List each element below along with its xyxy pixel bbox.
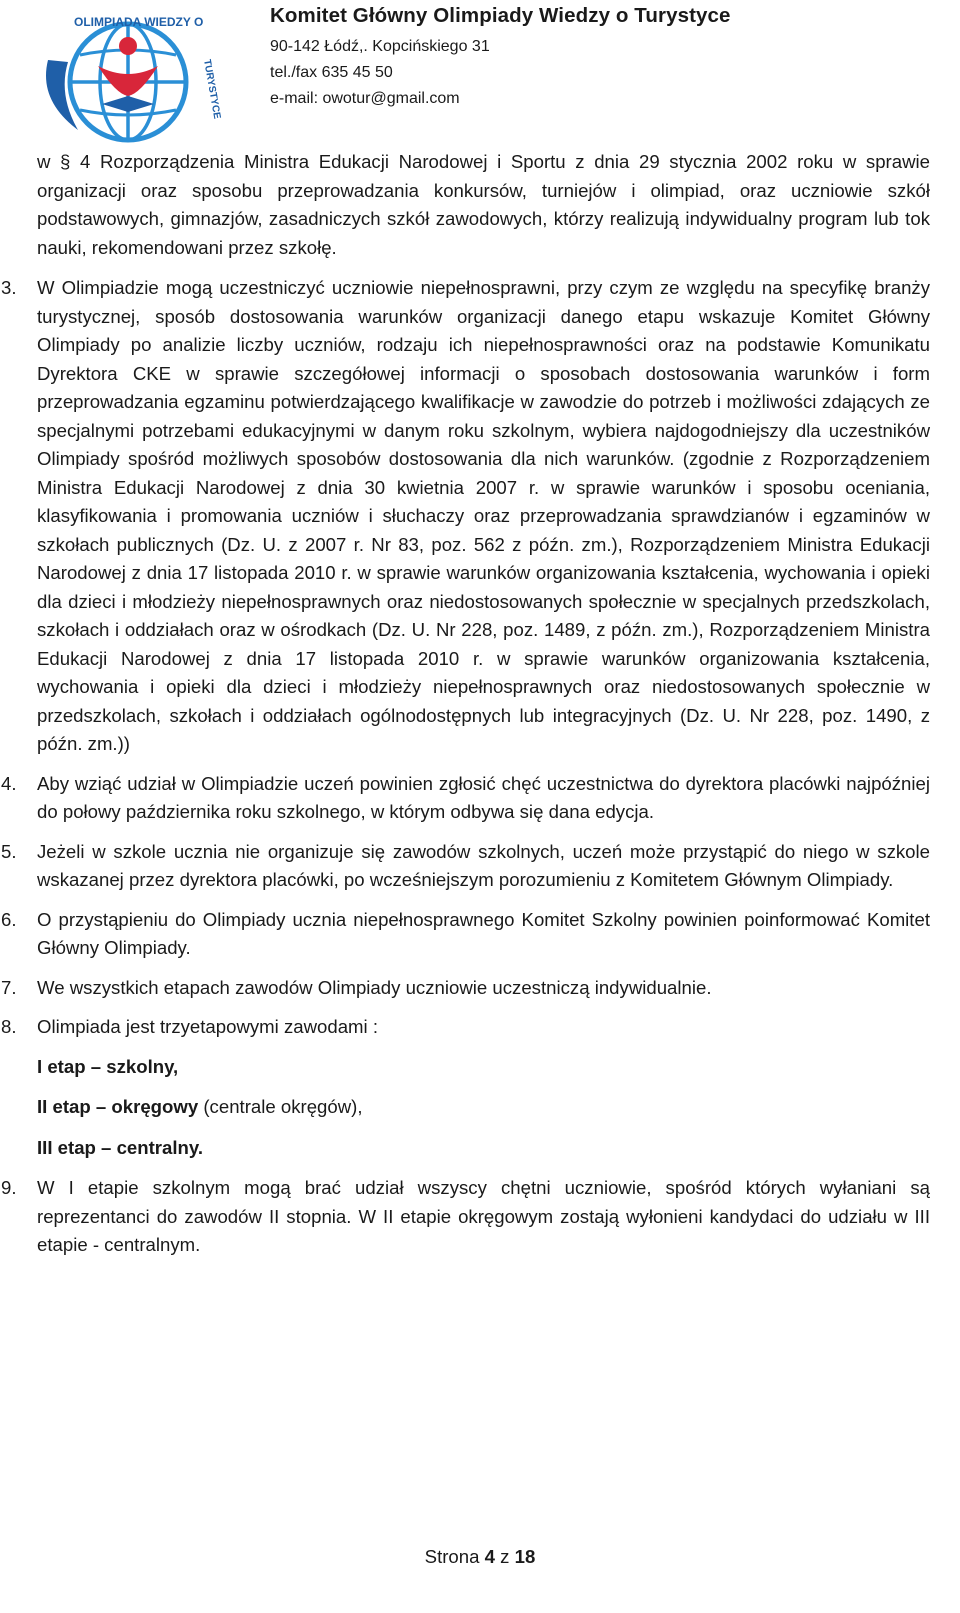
- list-item-text: We wszystkich etapach zawodów Olimpiady uczniowie uczestniczą indywidualnie.: [37, 976, 712, 998]
- list-item-number: 7.: [1, 976, 17, 998]
- list-item-9: [1, 1174, 930, 1260]
- list-item-text: W Olimpiadzie mogą uczestniczyć uczniowie niepełnosprawni, przy czym ze względu na specyfikę branży turystycznej, sposób dostosowania warunków organizacji danego etapu wskazuje Komitet Główny Olimpiady po analizie liczby uczniów, rodzaju ich niepełnosprawności oraz na podstawie Komunikatu Dyrektora CKE w sprawie szczegółowej informacji o sposobach dostosowania warunków i form przeprowadzania egzaminu potwierdzającego kwalifikacje w zawodzie do potrzeb i możliwości zdających ze specjalnymi potrzebami edukacyjnymi w danym roku szkolnym, wybiera najdogodniejszy dla uczestników Olimpiady spośród możliwych sposobów dostosowania dla nich warunków. (zgodnie z Rozporządzeniem Ministra Edukacji Narodowej z dnia 30 kwietnia 2007 r. w sprawie warunków i sposobu oceniania, klasyfikowania i promowania uczniów i słuchaczy oraz przeprowadzania sprawdzianów i egzaminów w szkołach publicznych (Dz. U. z 2007 r. Nr 83, poz. 562 z późn. zm.), Rozporządzeniem Ministra Edukacji Narodowej z dnia 17 listopada 2010 r. w sprawie warunków organizowania kształcenia, wychowania i opieki dla dzieci i młodzieży niepełnosprawnych oraz niedostosowanych społecznie w specjalnych przedszkolach, szkołach i oddziałach oraz w ośrodkach (Dz. U. Nr 228, poz. 1489, z późn. zm.), Rozporządzeniem Ministra Edukacji Narodowej z dnia 17 listopada 2010 r. w sprawie warunków organizowania kształcenia, wychowania i opieki dla dzieci i młodzieży niepełnosprawnych oraz niedostosowanych społecznie w przedszkolach, szkołach i oddziałach ogólnodostępnych lub integracyjnych (Dz. U. Nr 228, poz. 1490, z późn. zm.)): [37, 277, 930, 754]
- list-item-text: Olimpiada jest trzyetapowymi zawodami :: [37, 1016, 379, 1037]
- list-item-number: 3.: [1, 277, 17, 298]
- letterhead: [22, 0, 942, 150]
- olympiad-logo: [28, 0, 228, 150]
- list-item-number: 9.: [1, 1177, 17, 1198]
- stage-note: (centrale okręgów),: [198, 1096, 363, 1117]
- list-item-4: [1, 770, 930, 827]
- page-label: Strona: [424, 1546, 480, 1567]
- page-separator: z: [500, 1546, 510, 1567]
- stage-district: [37, 1093, 930, 1122]
- list-item-text: O przystąpieniu do Olimpiady ucznia niepełnosprawnego Komitet Szkolny powinien poinformować Komitet Główny Olimpiady.: [37, 908, 930, 958]
- stage-label: I etap – szkolny,: [37, 1055, 179, 1077]
- current-page-number: 4: [484, 1546, 495, 1567]
- stage-school: [37, 1053, 930, 1082]
- organization-name: Komitet Główny Olimpiady Wiedzy o Turystyce: [270, 4, 731, 27]
- list-item-number: 6.: [1, 908, 17, 930]
- organization-info: [270, 4, 731, 116]
- list-item-8: [1, 1013, 930, 1042]
- logo-text-top: OLIMPIADA WIEDZY O: [74, 15, 204, 29]
- list-item-text: Jeżeli w szkole ucznia nie organizuje się zawodów szkolnych, uczeń może przystąpić do niego w szkole wskazanej przez dyrektora placówki, po wcześniejszym porozumieniu z Komitetem Głównym Olimpiady.: [37, 840, 930, 890]
- page-footer: [0, 1546, 960, 1568]
- list-item-text: Aby wziąć udział w Olimpiadzie uczeń powinien zgłosić chęć uczestnictwa do dyrektora placówki najpóźniej do połowy października roku szkolnego, w którym odbywa się dana edycja.: [37, 772, 930, 822]
- list-item-6: [1, 906, 930, 963]
- total-pages: 18: [514, 1546, 536, 1567]
- stage-central: [37, 1134, 930, 1163]
- intro-paragraph: w § 4 Rozporządzenia Ministra Edukacji Narodowej i Sportu z dnia 29 stycznia 2002 roku w sprawie organizacji oraz sposobu przeprowadzania konkursów, turniejów i olimpiad, oraz uczniowie szkół podstawowych, gimnazjów, zasadniczych szkół zawodowych, którzy realizują indywidualny program lub tok nauki, rekomendowani przez szkołę.: [37, 151, 930, 258]
- stage-label: II etap – okręgowy: [37, 1096, 199, 1117]
- list-item-number: 4.: [1, 772, 17, 794]
- logo-text-side: TURYSTYCE: [201, 58, 223, 120]
- list-item-5: [1, 838, 930, 895]
- list-item-3: [1, 274, 930, 759]
- document-body: [1, 148, 930, 1271]
- stage-label: III etap – centralny.: [37, 1136, 204, 1158]
- organization-address: 90-142 Łódź,. Kopcińskiego 31: [270, 38, 490, 55]
- list-item-number: 8.: [1, 1016, 17, 1037]
- organization-phone: tel./fax 635 45 50: [270, 64, 393, 81]
- list-item-text: W I etapie szkolnym mogą brać udział wszyscy chętni uczniowie, spośród których wyłaniani są reprezentanci do zawodów II stopnia. W II etapie okręgowym zostają wyłonieni kandydaci do udziału w III etapie - centralnym.: [37, 1177, 930, 1255]
- organization-email: e-mail: owotur@gmail.com: [270, 90, 460, 107]
- list-item-7: [1, 974, 930, 1003]
- list-item-number: 5.: [1, 840, 17, 862]
